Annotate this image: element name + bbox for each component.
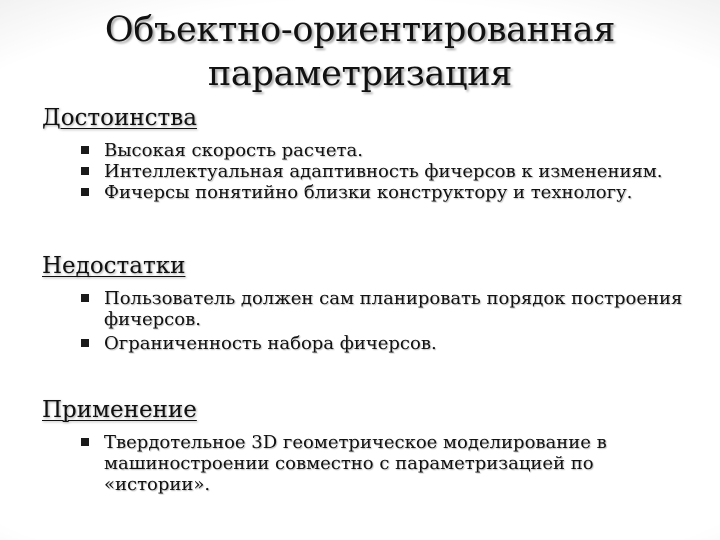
advantages-list [80,140,705,203]
slide-title [60,8,660,96]
square-bullet-icon [81,438,89,446]
list-item [80,161,705,182]
section-heading-applications: Применение [42,397,197,423]
slide-title-line-1: Объектно-ориентированная [104,10,616,50]
list-item-text: Ограниченность набора фичерсов. [104,333,437,354]
disadvantages-list [80,288,705,354]
list-item [80,432,705,495]
list-item-text: Высокая скорость расчета. [104,140,363,161]
square-bullet-icon [81,294,89,302]
list-item [80,333,705,354]
list-item-text: Фичерсы понятийно близки конструктору и технологу. [104,182,633,203]
list-item [80,288,705,330]
square-bullet-icon [81,188,89,196]
section-heading-advantages: Достоинства [42,105,197,131]
section-heading-disadvantages: Недостатки [42,253,186,279]
list-item-text: Пользователь должен сам планировать порядок построения фичерсов. [104,288,683,330]
slide-title-line-2: параметризация [207,54,513,94]
list-item [80,182,705,203]
list-item-text: Твердотельное 3D геометрическое моделирование в машиностроении совместно с параметризацией по «истории». [104,432,607,495]
square-bullet-icon [81,146,89,154]
square-bullet-icon [81,167,89,175]
square-bullet-icon [81,339,89,347]
list-item-text: Интеллектуальная адаптивность фичерсов к изменениям. [104,161,663,182]
list-item [80,140,705,161]
applications-list [80,432,705,495]
